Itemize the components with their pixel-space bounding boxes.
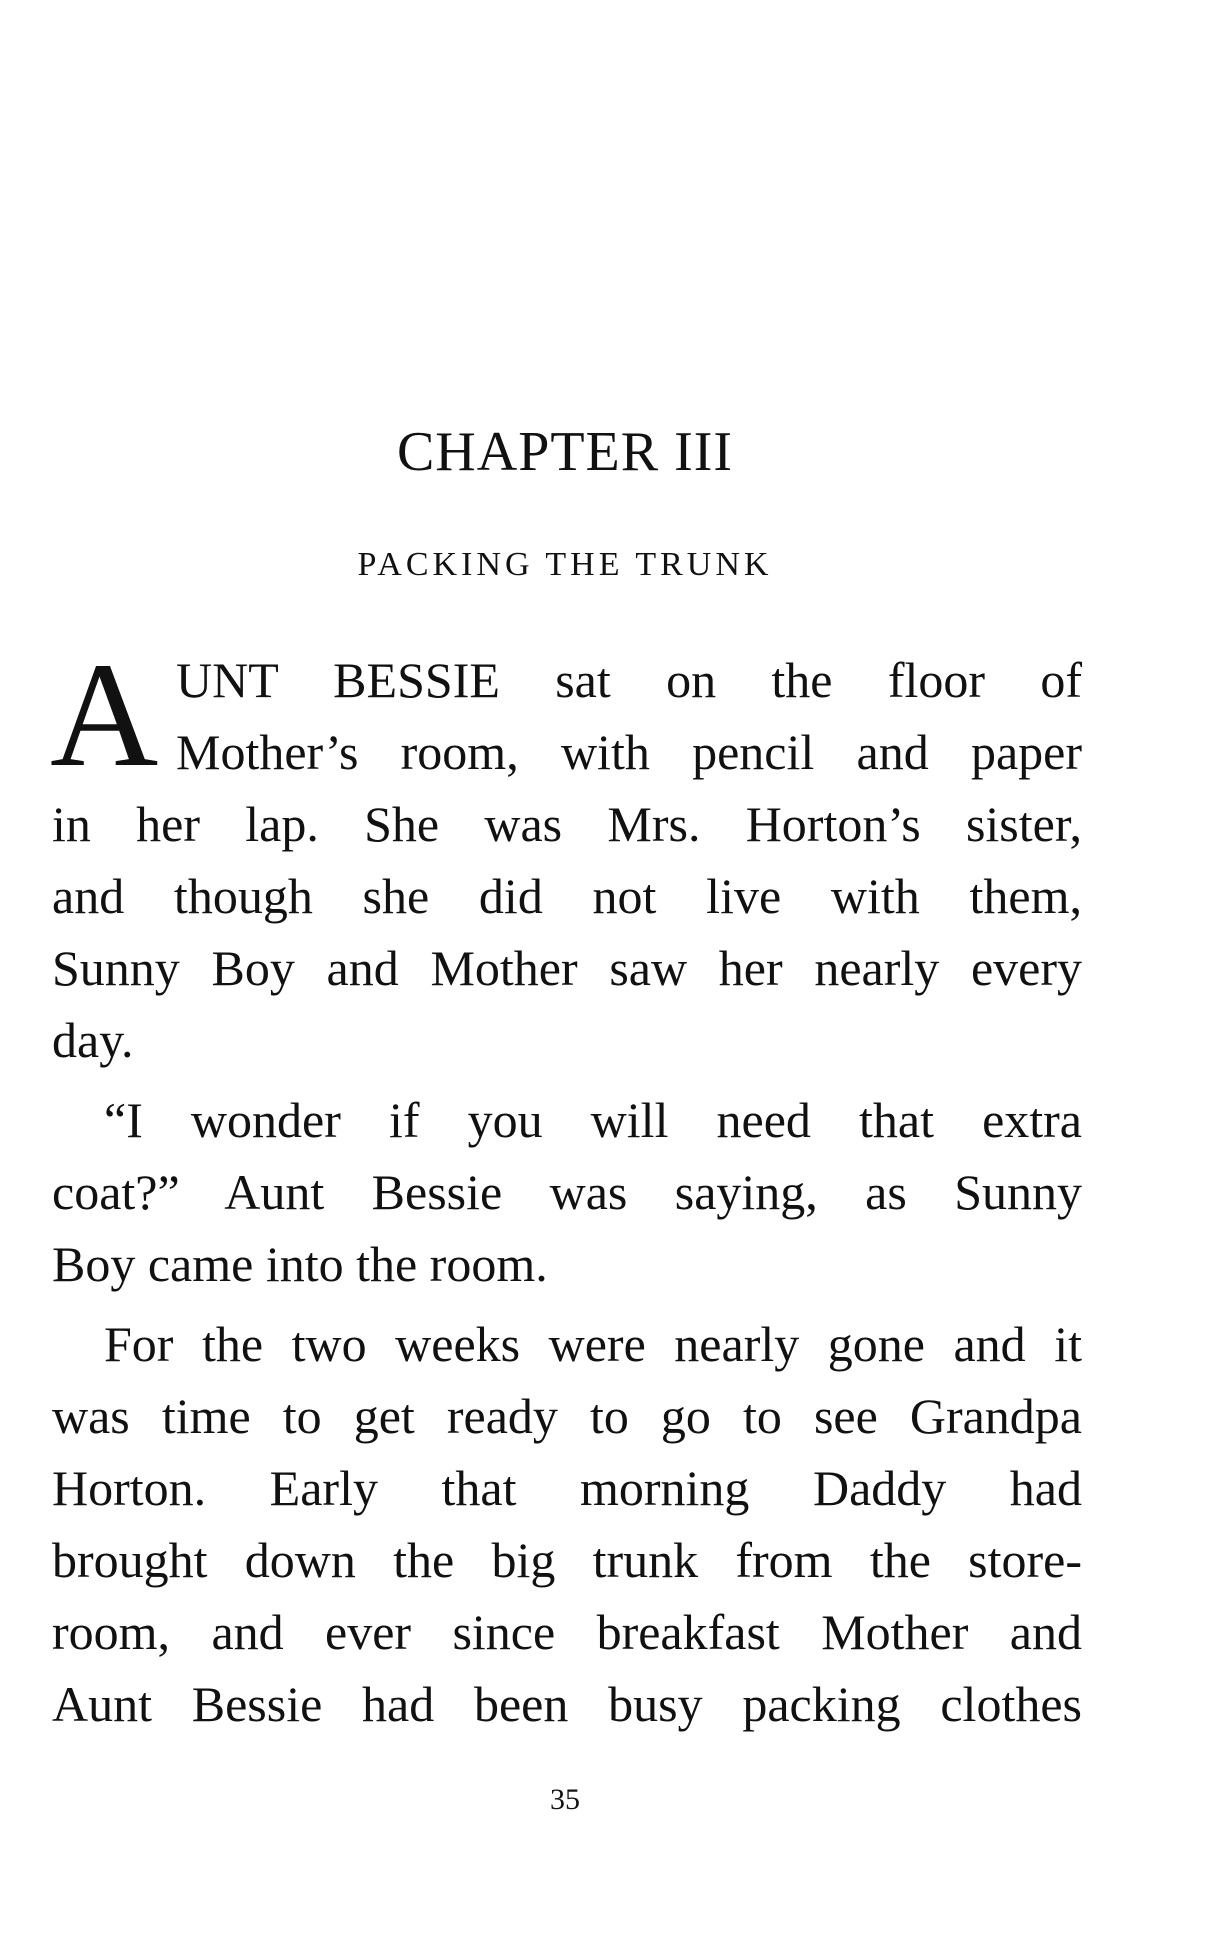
- drop-cap: A: [50, 632, 159, 798]
- body-line: in her lap. She was Mrs. Horton’s sister,: [52, 796, 1082, 852]
- body-line: Aunt Bessie had been busy packing clothes: [52, 1676, 1082, 1732]
- body-line: “I wonder if you will need that extra: [104, 1092, 1082, 1148]
- body-line: and though she did not live with them,: [52, 868, 1082, 924]
- chapter-subtitle: PACKING THE TRUNK: [357, 546, 773, 583]
- body-line: Mother’s room, with pencil and paper: [176, 724, 1082, 780]
- body-line: Sunny Boy and Mother saw her nearly every: [52, 940, 1082, 996]
- body-line: For the two weeks were nearly gone and it: [104, 1316, 1082, 1372]
- body-line: brought down the big trunk from the store-: [52, 1532, 1082, 1588]
- body-line: Horton. Early that morning Daddy had: [52, 1460, 1082, 1516]
- body-line: room, and ever since breakfast Mother and: [52, 1604, 1082, 1660]
- body-line: coat?” Aunt Bessie was saying, as Sunny: [52, 1164, 1082, 1220]
- body-line: was time to get ready to go to see Grandpa: [52, 1388, 1082, 1444]
- body-line: day.: [52, 1012, 134, 1068]
- body-line: UNT BESSIE sat on the floor of: [176, 652, 1082, 708]
- chapter-heading: CHAPTER III: [396, 421, 734, 483]
- body-line: Boy came into the room.: [52, 1236, 548, 1292]
- page-number: 35: [550, 1783, 580, 1816]
